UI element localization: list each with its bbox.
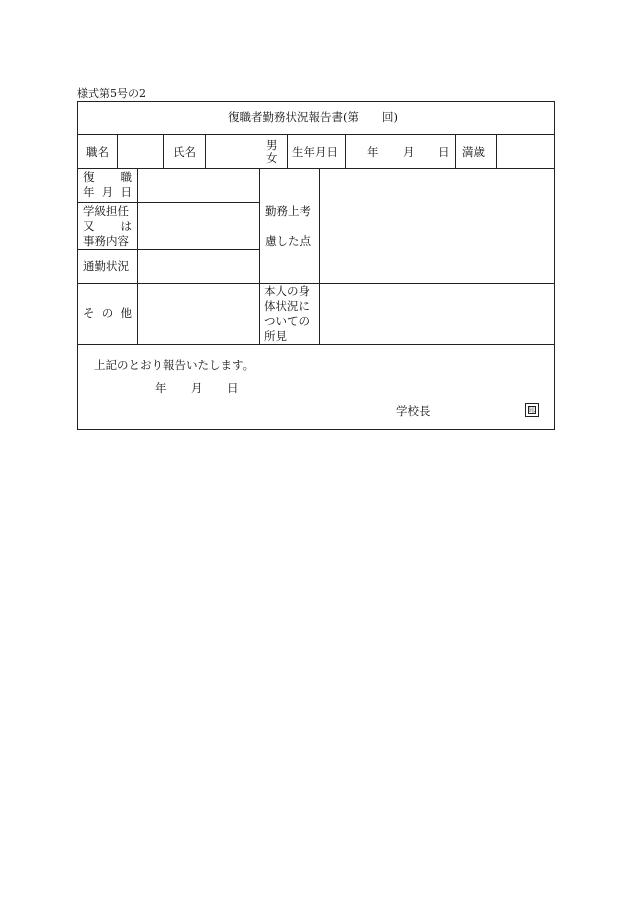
considerations-bottom: 慮した点	[265, 234, 311, 248]
header-row-divider	[77, 168, 555, 169]
return-date-divider	[77, 202, 259, 203]
title-row-divider	[77, 134, 555, 135]
sex-female: 女	[266, 151, 278, 165]
label-col-divider	[137, 168, 138, 344]
header-col-divider-7	[496, 134, 497, 168]
class-duty-line2	[83, 219, 132, 234]
health-line1: 本人の身	[264, 284, 310, 298]
birth-day-label: 日	[438, 145, 450, 159]
return-char-1: 復	[83, 170, 95, 184]
header-col-divider-4	[287, 134, 288, 168]
other-section-divider	[77, 344, 555, 345]
right-label-col-divider	[319, 168, 320, 344]
sex-male: 男	[266, 138, 278, 152]
birthdate-label: 生年月日	[292, 145, 338, 159]
name-label: 氏名	[173, 145, 196, 159]
health-line3: ついての	[264, 314, 310, 328]
report-statement: 上記のとおり報告いたします。	[94, 358, 255, 372]
other-char-1: そ	[83, 306, 95, 320]
class-duty-divider	[77, 249, 259, 250]
seal-text: 印	[529, 406, 536, 414]
class-duty-line3: 事務内容	[83, 234, 129, 248]
class-duty-or-2: は	[120, 219, 132, 233]
birth-month-label: 月	[403, 145, 415, 159]
header-col-divider-3	[205, 134, 206, 168]
return-date-label-line2	[83, 185, 132, 200]
return-year: 年	[83, 185, 95, 199]
birth-year-label: 年	[367, 145, 379, 159]
commute-label: 通勤状況	[83, 259, 129, 273]
return-date-label-line1	[83, 170, 132, 185]
return-day: 日	[120, 185, 132, 199]
class-duty-line1: 学級担任	[83, 204, 129, 218]
principal-label: 学校長	[396, 404, 431, 418]
header-col-divider-6	[455, 134, 456, 168]
report-date-year: 年	[155, 381, 167, 395]
header-col-divider-1	[117, 134, 118, 168]
seal-mark	[525, 403, 539, 417]
return-month: 月	[101, 185, 114, 199]
health-line2: 体状況に	[264, 299, 310, 313]
header-col-divider-5	[345, 134, 346, 168]
position-label: 職名	[86, 145, 109, 159]
considerations-top: 勤務上考	[265, 204, 311, 218]
report-date-month: 月	[191, 381, 203, 395]
main-section-divider	[77, 283, 555, 284]
class-duty-or-1: 又	[83, 219, 95, 233]
other-char-3: 他	[120, 306, 132, 320]
return-char-2: 職	[120, 170, 132, 184]
other-label	[83, 306, 132, 321]
other-char-2: の	[101, 306, 114, 320]
middle-col-divider	[259, 168, 260, 344]
form-number: 様式第5号の2	[77, 87, 146, 100]
health-line4: 所見	[264, 329, 287, 343]
report-date-day: 日	[227, 381, 239, 395]
header-col-divider-2	[163, 134, 164, 168]
age-label: 満歳	[462, 145, 485, 159]
form-title: 復職者勤務状況報告書(第 回)	[228, 110, 398, 124]
